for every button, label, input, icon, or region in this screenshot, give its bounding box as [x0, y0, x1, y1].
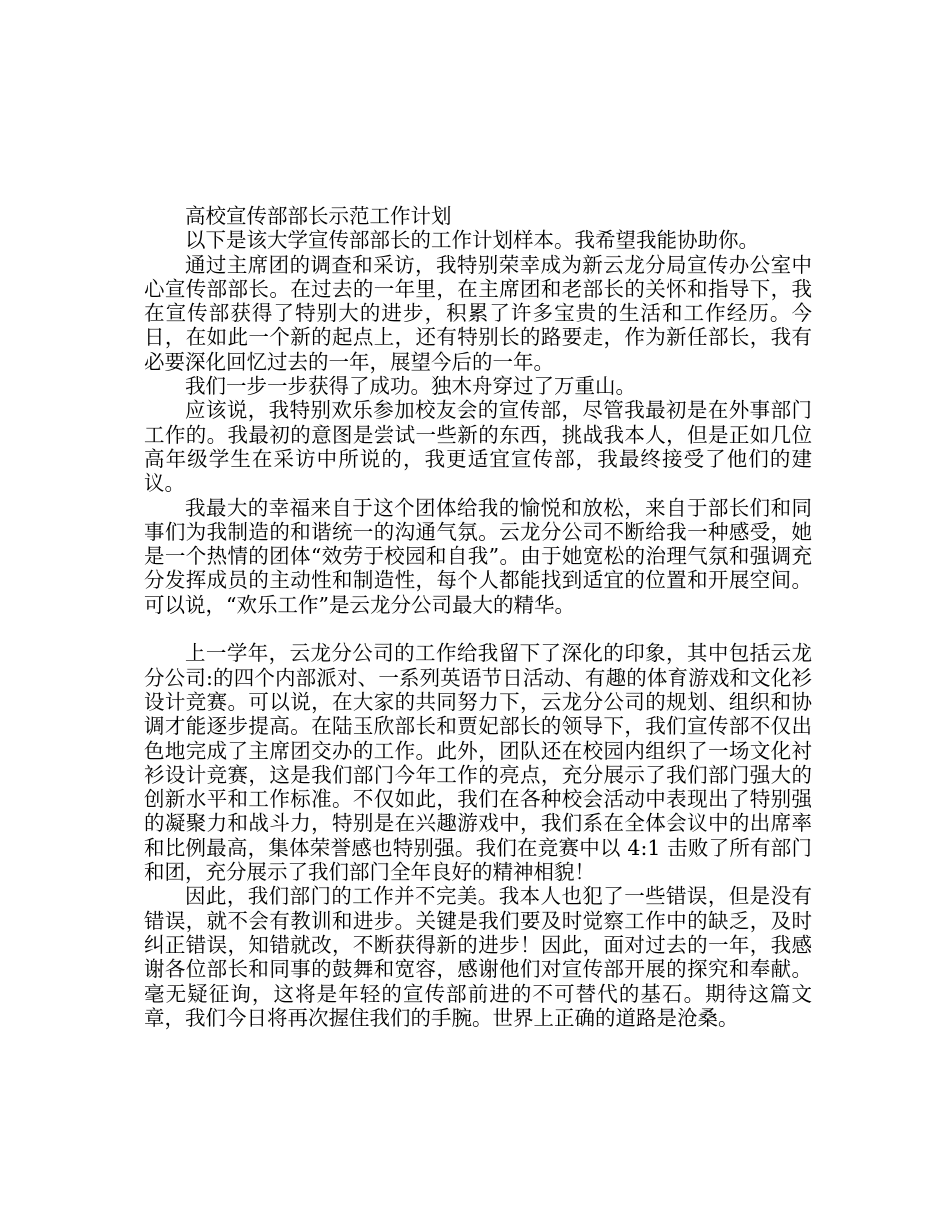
paragraph-last-year: 上一学年，云龙分公司的工作给我留下了深化的印象，其中包括云龙分公司:的四个内部派对、一系列英语节日活动、有趣的体育游戏和文化衫设计竞赛。可以说，在大家的共同努力下，云龙分公司的规划、组织和协调才能逐步提高。在陆玉欣部长和贾妃部长的领导下，我们宣传部不仅出色地完成了主席团交办的工作。此外，团队还在校园内组织了一场文化衬衫设计竞赛，这是我们部门今年工作的亮点，充分展示了我们部门强大的创新水平和工作标准。不仅如此，我们在各种校会活动中表现出了特别强的凝聚力和战斗力，特别是在兴趣游戏中，我们系在全体会议中的出席率和比例最高，集体荣誉感也特别强。我们在竞赛中以 4:1 击败了所有部门和团，充分展示了我们部门全年良好的精神相貌！	[144, 641, 812, 885]
paragraph-intro: 以下是该大学宣传部部长的工作计划样本。我希望我能协助你。	[185, 228, 759, 253]
paragraph-happiness: 我最大的幸福来自于这个团体给我的愉悦和放松，来自于部长们和同事们为我制造的和谐统一的沟通气氛。云龙分公司不断给我一种感受，她是一个热情的团体“效劳于校园和自我”。由于她宽松的治理气氛和强调充分发挥成员的主动性和制造性，每个人都能找到适宜的位置和开展空间。可以说，“欢乐工作”是云龙分公司最大的精华。	[144, 495, 812, 617]
paragraph-reflection: 因此，我们部门的工作并不完美。我本人也犯了一些错误，但是没有错误，就不会有教训和进步。关键是我们要及时觉察工作中的缺乏，及时纠正错误，知错就改，不断获得新的进步！因此，面对过去的一年，我感谢各位部长和同事的鼓舞和宽容，感谢他们对宣传部开展的探究和奉献。毫无疑征询，这将是年轻的宣传部前进的不可替代的基石。期待这篇文章，我们今日将再次握住我们的手腕。世界上正确的道路是沧桑。	[144, 884, 812, 1030]
paragraph-success: 我们一步一步获得了成功。独木舟穿过了万重山。	[185, 374, 636, 399]
document-body	[144, 204, 812, 1030]
paragraph-appointment: 通过主席团的调查和采访，我特别荣幸成为新云龙分局宣传办公室中心宣传部部长。在过去的一年里，在主席团和老部长的关怀和指导下，我在宣传部获得了特别大的进步，积累了许多宝贵的生活和工作经历。今日，在如此一个新的起点上，还有特别长的路要走，作为新任部长，我有必要深化回忆过去的一年，展望今后的一年。	[144, 252, 812, 374]
paragraph-joining: 应该说，我特别欢乐参加校友会的宣传部，尽管我最初是在外事部门工作的。我最初的意图是尝试一些新的东西，挑战我本人，但是正如几位高年级学生在采访中所说的，我更适宜宣传部，我最终接受了他们的建议。	[144, 398, 812, 496]
document-title: 高校宣传部部长示范工作计划	[185, 204, 452, 228]
